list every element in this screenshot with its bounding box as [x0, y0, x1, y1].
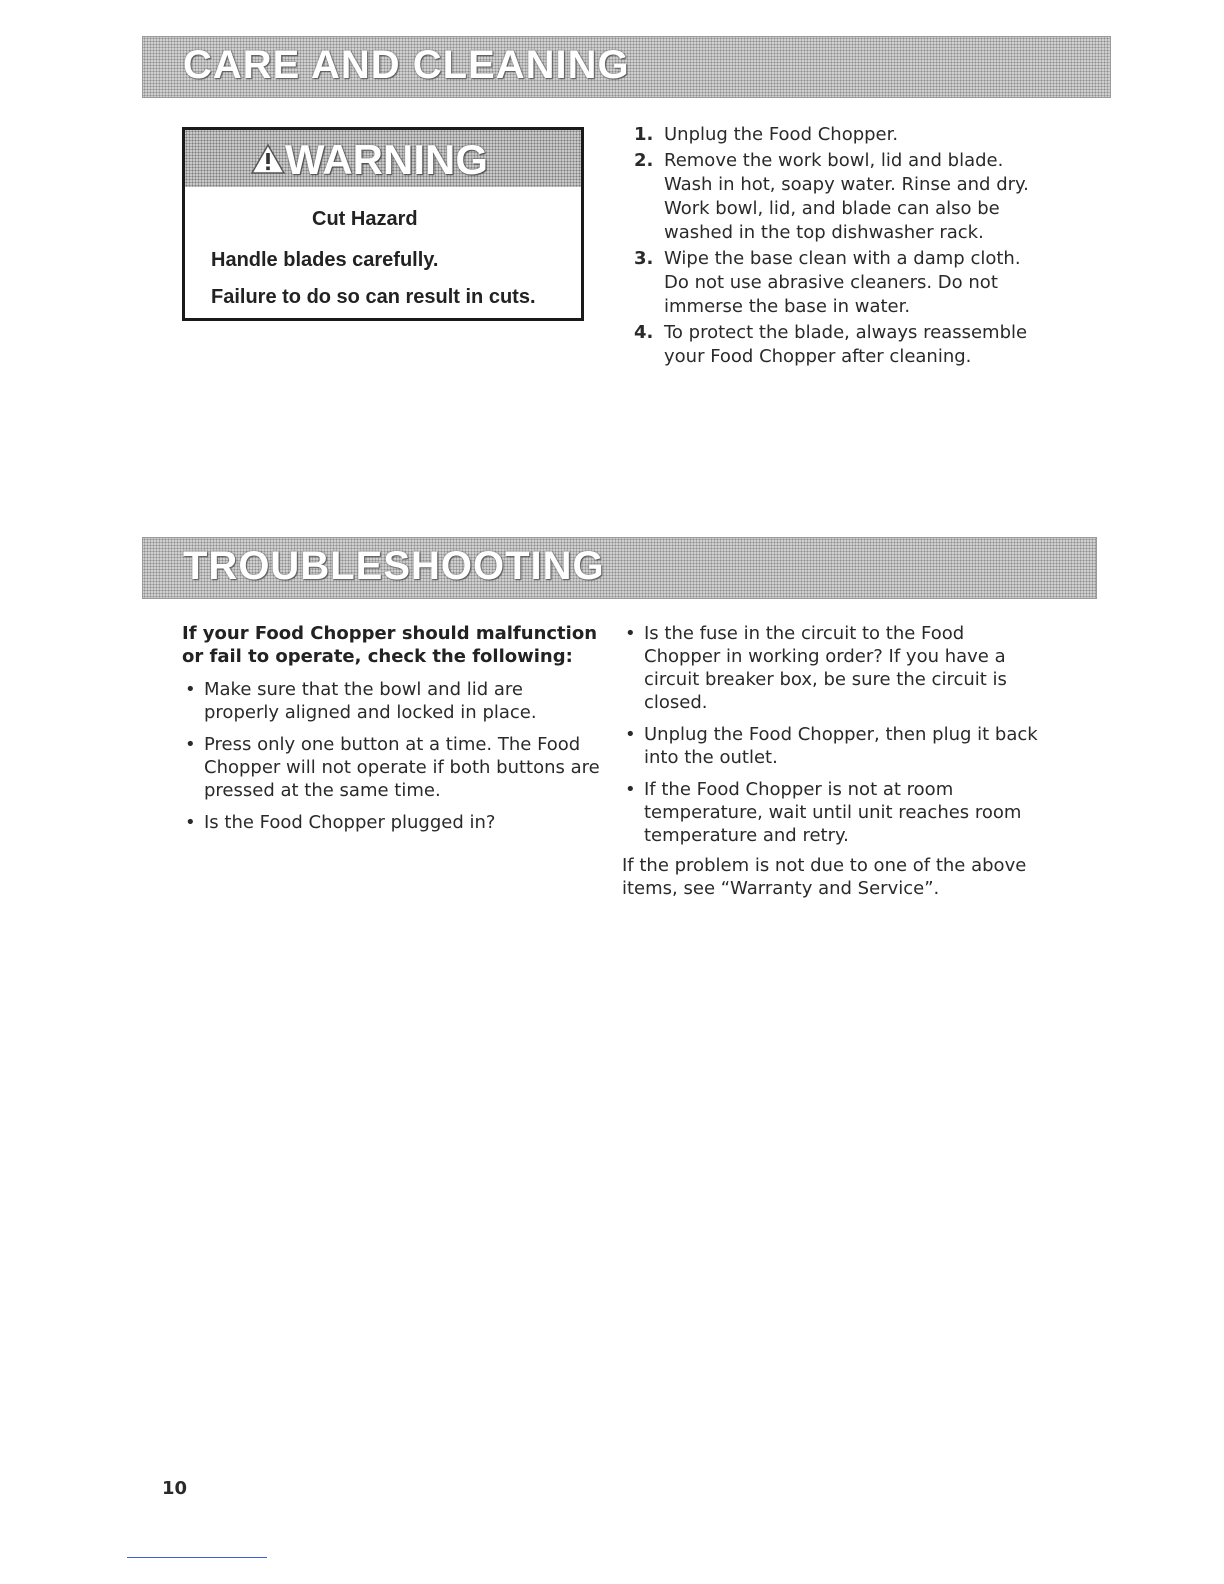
step-number: 2.: [634, 150, 654, 171]
care-step: [630, 123, 1050, 147]
troubleshooting-right-column: [622, 622, 1042, 900]
list-item: [622, 723, 1042, 769]
list-item-text: Press only one button at a time. The Food Chopper will not operate if both buttons are pressed at the same time.: [204, 734, 600, 801]
bullet-icon: •: [625, 724, 636, 745]
list-item-text: Is the fuse in the circuit to the Food Chopper in working order? If you have a circuit breaker box, be sure the circuit is closed.: [644, 623, 1007, 713]
warning-instruction-line: Handle blades carefully.: [211, 249, 439, 271]
bullet-icon: •: [185, 812, 196, 833]
step-number: 3.: [634, 248, 654, 269]
step-number: 4.: [634, 322, 654, 343]
bullet-icon: •: [625, 623, 636, 644]
warning-triangle-icon: [251, 144, 285, 174]
list-item-text: Is the Food Chopper plugged in?: [204, 812, 496, 833]
step-number: 1.: [634, 124, 654, 145]
care-and-cleaning-banner: [142, 36, 1111, 98]
care-step: [630, 247, 1050, 319]
list-item-text: Make sure that the bowl and lid are properly aligned and locked in place.: [204, 679, 537, 723]
list-item: [182, 733, 602, 802]
warning-consequence-line: Failure to do so can result in cuts.: [211, 286, 536, 308]
care-steps-list: [630, 123, 1050, 371]
list-item-text: If the Food Chopper is not at room temperature, wait until unit reaches room temperature and retry.: [644, 779, 1022, 846]
footer-divider: [127, 1557, 267, 1558]
bullet-icon: •: [625, 779, 636, 800]
bullet-icon: •: [185, 679, 196, 700]
troubleshooting-closing-note: If the problem is not due to one of the above items, see “Warranty and Service”.: [622, 855, 1027, 899]
list-item: [622, 622, 1042, 714]
list-item-text: Unplug the Food Chopper, then plug it back into the outlet.: [644, 724, 1038, 768]
care-and-cleaning-heading: CARE AND CLEANING: [183, 43, 630, 87]
list-item: [622, 778, 1042, 847]
troubleshooting-intro: If your Food Chopper should malfunction or fail to operate, check the following:: [182, 623, 598, 667]
care-step: [630, 321, 1050, 369]
troubleshooting-heading: TROUBLESHOOTING: [183, 544, 605, 588]
troubleshooting-left-column: [182, 622, 602, 843]
care-step: [630, 149, 1050, 245]
step-text: To protect the blade, always reassemble your Food Chopper after cleaning.: [664, 322, 1028, 367]
step-text: Wipe the base clean with a damp cloth. Do not use abrasive cleaners. Do not immerse the base in water.: [664, 248, 1021, 317]
bullet-icon: •: [185, 734, 196, 755]
warning-title: WARNING: [285, 136, 488, 183]
warning-header: [185, 130, 581, 187]
warning-hazard-line: Cut Hazard: [312, 208, 418, 230]
troubleshooting-banner: [142, 537, 1097, 599]
list-item: [182, 678, 602, 724]
step-text: Unplug the Food Chopper.: [664, 124, 899, 145]
list-item: [182, 811, 602, 834]
warning-box: [182, 127, 584, 321]
page-number: 10: [162, 1478, 188, 1499]
step-text: Remove the work bowl, lid and blade. Wash in hot, soapy water. Rinse and dry. Work bowl, lid, and blade can also be washed in the top dishwasher rack.: [664, 150, 1029, 243]
